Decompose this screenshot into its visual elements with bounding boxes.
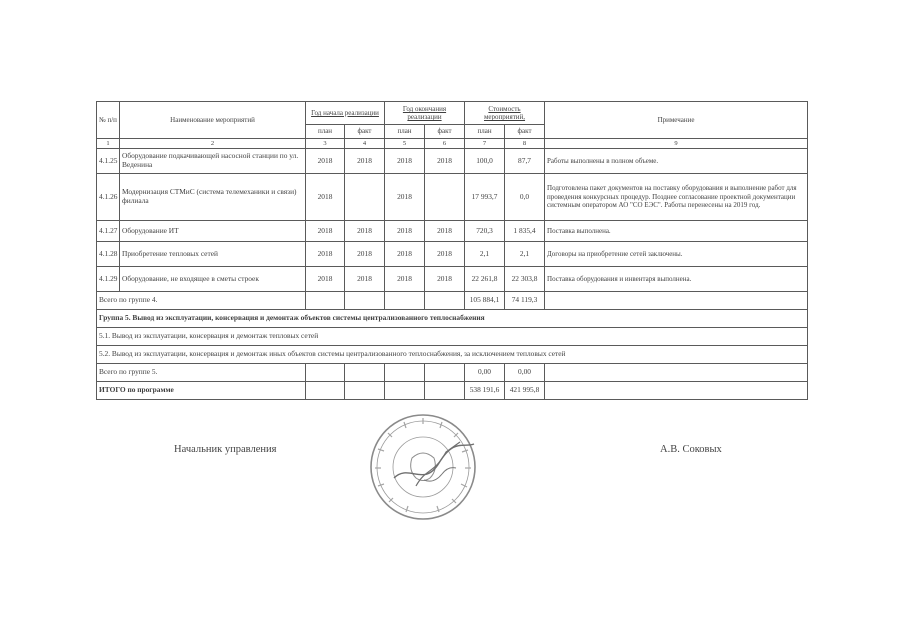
- table-row: [97, 221, 808, 242]
- row-cost-plan: 2,1: [465, 242, 505, 267]
- row-cost-plan: 100,0: [465, 149, 505, 174]
- group5-1-title: 5.1. Вывод из эксплуатации, консервация и демонтаж тепловых сетей: [97, 328, 808, 346]
- row-end-fact: 2018: [425, 267, 465, 292]
- official-seal-stamp: [364, 408, 482, 526]
- group5-2-title: 5.2. Вывод из эксплуатации, консервация и демонтаж иных объектов системы централизованного теплоснабжения, за исключением тепловых сетей: [97, 346, 808, 364]
- row-name: Приобретение тепловых сетей: [120, 242, 306, 267]
- signatory-name: А.В. Соковых: [660, 444, 722, 455]
- empty-cell: [306, 382, 345, 400]
- row-start-plan: 2018: [306, 242, 345, 267]
- header-end-plan: план: [385, 125, 425, 139]
- col-number: 4: [345, 139, 385, 149]
- header-end-fact: факт: [425, 125, 465, 139]
- group5-2-row: [97, 346, 808, 364]
- program-total-plan: 538 191,6: [465, 382, 505, 400]
- row-start-plan: 2018: [306, 267, 345, 292]
- empty-cell: [385, 292, 425, 310]
- row-start-plan: 2018: [306, 221, 345, 242]
- row-cost-fact: 2,1: [505, 242, 545, 267]
- row-cost-plan: 720,3: [465, 221, 505, 242]
- program-total-row: [97, 382, 808, 400]
- empty-cell: [345, 364, 385, 382]
- group5-1-row: [97, 328, 808, 346]
- group5-total-plan: 0,00: [465, 364, 505, 382]
- row-name: Модернизация СТМиС (система телемеханики и связи) филиала: [120, 174, 306, 221]
- row-cost-fact: 22 303,8: [505, 267, 545, 292]
- row-note: Поставка выполнена.: [545, 221, 808, 242]
- header-start-year: Год начала реализации: [306, 102, 385, 125]
- col-number: 7: [465, 139, 505, 149]
- row-note: Поставка оборудования и инвентаря выполнена.: [545, 267, 808, 292]
- empty-cell: [425, 364, 465, 382]
- group4-total-fact: 74 119,3: [505, 292, 545, 310]
- row-cost-fact: 1 835,4: [505, 221, 545, 242]
- program-table: [96, 101, 808, 400]
- header-note: Примечание: [545, 102, 808, 139]
- row-start-fact: 2018: [345, 242, 385, 267]
- header-cost: Стоимость мероприятий,: [465, 102, 545, 125]
- row-start-plan: 2018: [306, 149, 345, 174]
- empty-cell: [425, 382, 465, 400]
- empty-cell: [545, 292, 808, 310]
- row-num: 4.1.26: [97, 174, 120, 221]
- header-start-plan: план: [306, 125, 345, 139]
- empty-cell: [306, 292, 345, 310]
- group5-total-row: [97, 364, 808, 382]
- row-start-fact: [345, 174, 385, 221]
- row-cost-fact: 87,7: [505, 149, 545, 174]
- signatory-position: Начальник управления: [174, 444, 277, 455]
- column-numbers-row: [97, 139, 808, 149]
- table-row: [97, 174, 808, 221]
- header-start-fact: факт: [345, 125, 385, 139]
- row-start-fact: 2018: [345, 221, 385, 242]
- row-name: Оборудование подкачивающей насосной станции по ул. Веденина: [120, 149, 306, 174]
- col-number: 3: [306, 139, 345, 149]
- header-end-year: Год окончания реализации: [385, 102, 465, 125]
- row-end-fact: [425, 174, 465, 221]
- group5-title: Группа 5. Вывод из эксплуатации, консервация и демонтаж объектов системы централизованного теплоснабжения: [97, 310, 808, 328]
- row-name: Оборудование, не входящее в сметы строек: [120, 267, 306, 292]
- row-end-plan: 2018: [385, 149, 425, 174]
- group5-total-fact: 0,00: [505, 364, 545, 382]
- row-name: Оборудование ИТ: [120, 221, 306, 242]
- empty-cell: [545, 382, 808, 400]
- group5-total-label: Всего по группе 5.: [97, 364, 306, 382]
- group5-title-row: [97, 310, 808, 328]
- row-note: Договоры на приобретение сетей заключены.: [545, 242, 808, 267]
- row-end-plan: 2018: [385, 267, 425, 292]
- row-num: 4.1.27: [97, 221, 120, 242]
- empty-cell: [385, 382, 425, 400]
- empty-cell: [345, 292, 385, 310]
- table-row: [97, 267, 808, 292]
- header-name: Наименование мероприятий: [120, 102, 306, 139]
- program-total-fact: 421 995,8: [505, 382, 545, 400]
- header-num: № п/п: [97, 102, 120, 139]
- empty-cell: [425, 292, 465, 310]
- row-num: 4.1.25: [97, 149, 120, 174]
- row-cost-plan: 22 261,8: [465, 267, 505, 292]
- row-end-fact: 2018: [425, 242, 465, 267]
- row-num: 4.1.29: [97, 267, 120, 292]
- row-end-fact: 2018: [425, 221, 465, 242]
- table-row: [97, 242, 808, 267]
- group4-total-row: [97, 292, 808, 310]
- table-row: [97, 149, 808, 174]
- row-end-fact: 2018: [425, 149, 465, 174]
- col-number: 5: [385, 139, 425, 149]
- row-end-plan: 2018: [385, 242, 425, 267]
- row-note: Работы выполнены в полном объеме.: [545, 149, 808, 174]
- row-cost-fact: 0,0: [505, 174, 545, 221]
- header-cost-fact: факт: [505, 125, 545, 139]
- col-number: 2: [120, 139, 306, 149]
- row-end-plan: 2018: [385, 174, 425, 221]
- empty-cell: [385, 364, 425, 382]
- row-num: 4.1.28: [97, 242, 120, 267]
- empty-cell: [306, 364, 345, 382]
- col-number: 9: [545, 139, 808, 149]
- header-cost-plan: план: [465, 125, 505, 139]
- col-number: 8: [505, 139, 545, 149]
- row-start-fact: 2018: [345, 267, 385, 292]
- row-note: Подготовлена пакет документов на поставку оборудования и выполнение работ для проведения конкурсных процедур. Позднее согласование проектной документации системным оператором АО "СО ЕЭС". Работы перенесены на 2019 год.: [545, 174, 808, 221]
- row-end-plan: 2018: [385, 221, 425, 242]
- col-number: 1: [97, 139, 120, 149]
- row-cost-plan: 17 993,7: [465, 174, 505, 221]
- program-total-label: ИТОГО по программе: [97, 382, 306, 400]
- col-number: 6: [425, 139, 465, 149]
- row-start-fact: 2018: [345, 149, 385, 174]
- group4-total-plan: 105 884,1: [465, 292, 505, 310]
- empty-cell: [545, 364, 808, 382]
- group4-total-label: Всего по группе 4.: [97, 292, 306, 310]
- row-start-plan: 2018: [306, 174, 345, 221]
- empty-cell: [345, 382, 385, 400]
